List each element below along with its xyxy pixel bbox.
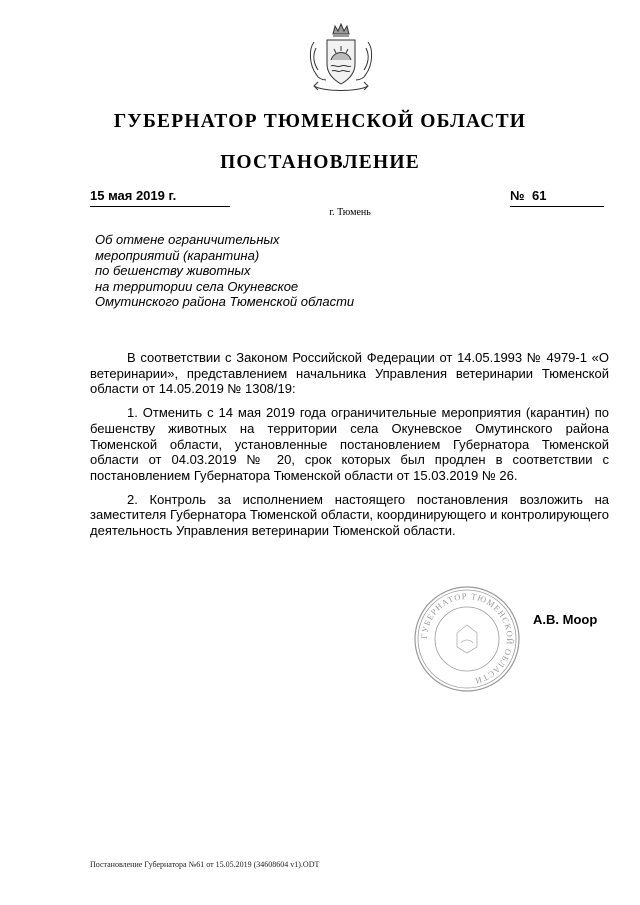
document-body (90, 350, 609, 547)
document-subject (95, 232, 415, 310)
coat-of-arms-icon (300, 20, 382, 102)
subject-line: на территории села Окуневское (95, 278, 299, 294)
document-footer: Постановление Губернатора №61 от 15.05.2019 (34608604 v1).ODT (90, 860, 320, 869)
subject-line: по бешенству животных (95, 263, 251, 278)
svg-text:ГУБЕРНАТОР ТЮМЕНСКОЙ ОБЛАСТИ: ГУБЕРНАТОР ТЮМЕНСКОЙ ОБЛАСТИ (418, 590, 516, 687)
subject-line: мероприятий (карантина) (95, 247, 260, 263)
body-paragraph: В соответствии с Законом Российской Федерации от 14.05.1993 № 4979-1 «О ветеринарии», представлением начальника Управления ветеринарии Тюменской области от 14.05.2019 № 1308/19: (90, 350, 609, 397)
document-type-title: ПОСТАНОВЛЕНИЕ (220, 152, 420, 173)
body-paragraph: 2. Контроль за исполнением настоящего постановления возложить на заместителя Губернатора Тюменской области, координирующего и контролирующего деятельность Управления ветеринарии Тюменской области. (90, 491, 609, 539)
issuer-title: ГУБЕРНАТОР ТЮМЕНСКОЙ ОБЛАСТИ (113, 111, 527, 132)
document-number: 61 (532, 188, 547, 203)
signatory-name: А.В. Моор (533, 612, 598, 627)
number-sign: № (510, 188, 525, 203)
document-number-field (510, 189, 604, 207)
official-seal (413, 585, 521, 693)
subject-line: Об отмене ограничительных (95, 232, 280, 247)
document-date: 15 мая 2019 г. (90, 189, 230, 207)
body-paragraph: 1. Отменить с 14 мая 2019 года ограничительные мероприятия (карантин) по бешенству животных на территории села Окуневское Омутинского района Тюменской области, установленные постановлением Губернатора Тюменской области от 04.03.2019 № 20, срок которых был продлен в соответствии с постановлением Губернатора Тюменской области от 15.03.2019 № 26. (90, 405, 609, 483)
subject-line: Омутинского района Тюменской области (95, 294, 355, 309)
city-label: г. Тюмень (329, 207, 371, 218)
